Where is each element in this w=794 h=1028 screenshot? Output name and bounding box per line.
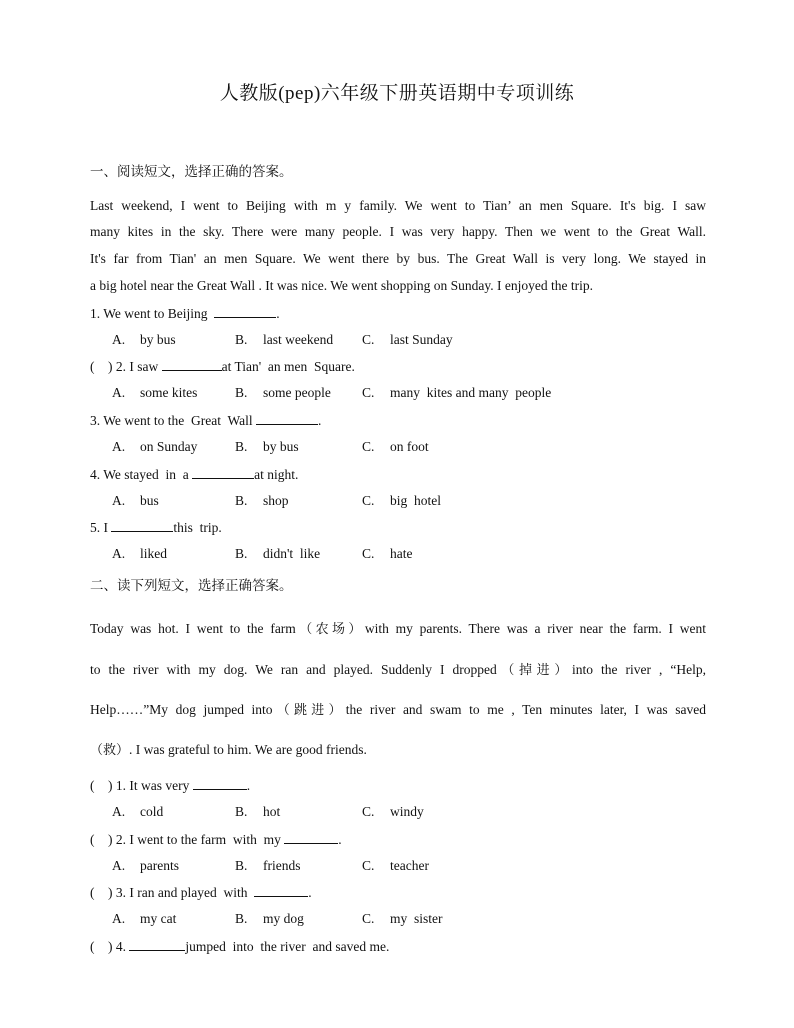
option-text: hot — [263, 804, 281, 819]
option-text: hate — [390, 546, 413, 561]
option-text: big hotel — [390, 493, 441, 508]
question — [90, 358, 355, 375]
question — [90, 412, 321, 429]
question — [90, 777, 250, 794]
answer-blank[interactable] — [129, 938, 185, 951]
option-text: windy — [390, 804, 424, 819]
question-text: . — [308, 885, 312, 900]
answer-blank[interactable] — [254, 884, 308, 897]
question — [90, 938, 389, 955]
passage2-line: Today was hot. I went to the farm（农场）with my parents. There was a river near the farm. I went — [90, 621, 706, 637]
option-letter: C. — [362, 332, 375, 347]
question-text: ( ) 3. I ran and played with — [90, 885, 255, 900]
question-text: 5. I — [90, 520, 112, 535]
option-letter: C. — [362, 546, 375, 561]
option-text: by bus — [140, 332, 176, 347]
passage2-line: （救）. I was grateful to him. We are good friends. — [90, 742, 367, 758]
option-text: shop — [263, 493, 289, 508]
question-text: . — [246, 778, 251, 793]
chinese-gloss: （农场） — [295, 622, 365, 637]
option-letter: A. — [112, 546, 126, 561]
option-letter: A. — [112, 385, 126, 400]
question-text: ( ) 1. It was very — [90, 778, 193, 793]
answer-blank[interactable] — [111, 519, 173, 532]
page-title: 人教版(pep)六年级下册英语期中专项训练 — [219, 83, 575, 104]
option-letter: B. — [235, 385, 248, 400]
question-text: at Tian' an men Square. — [221, 359, 355, 374]
question-text: this trip. — [173, 520, 222, 535]
passage1-line: many kites in the sky. There were many people. I was very happy. Then we went to the Great Wall. — [90, 224, 706, 239]
answer-blank[interactable] — [192, 466, 254, 479]
answer-blank[interactable] — [162, 358, 222, 371]
question-text: ( ) 2. I saw — [90, 359, 162, 374]
option-letter: B. — [235, 546, 248, 561]
option-text: last weekend — [263, 332, 334, 347]
answer-blank[interactable] — [256, 412, 318, 425]
option-text: teacher — [390, 858, 429, 873]
passage1-line: Last weekend, I went to Beijing with m y family. We went to Tian’ an men Square. It's big. I saw — [90, 198, 706, 213]
question-text: 3. We went to the Great Wall — [90, 413, 257, 428]
chinese-gloss: （掉进） — [496, 663, 572, 678]
section2-heading: 二、读下列短文，选择正确答案。 — [90, 578, 293, 594]
option-letter: B. — [235, 804, 248, 819]
question — [90, 305, 280, 322]
option-text: my sister — [390, 911, 443, 926]
option-letter: C. — [362, 385, 375, 400]
option-letter: B. — [235, 439, 248, 454]
option-text: on Sunday — [140, 439, 198, 454]
option-letter: A. — [112, 439, 126, 454]
option-letter: A. — [112, 332, 126, 347]
option-letter: B. — [235, 911, 248, 926]
passage1-line: a big hotel near the Great Wall . It was nice. We went shopping on Sunday. I enjoyed the trip. — [90, 278, 593, 293]
option-letter: C. — [362, 911, 375, 926]
question-text: jumped into the river and saved me. — [185, 939, 390, 954]
option-text: some kites — [140, 385, 198, 400]
question-text: at night. — [254, 467, 299, 482]
option-text: my dog — [263, 911, 304, 926]
passage2-line: Help……”My dog jumped into（跳进）the river and swam to me , Ten minutes later, I was saved — [90, 702, 706, 718]
option-letter: C. — [362, 804, 375, 819]
question — [90, 466, 298, 483]
chinese-gloss: （救） — [90, 743, 130, 758]
option-letter: B. — [235, 332, 248, 347]
question-text: . — [318, 413, 322, 428]
option-text: parents — [140, 858, 179, 873]
question-text: . — [276, 306, 280, 321]
option-text: my cat — [140, 911, 177, 926]
question — [90, 884, 312, 901]
question-text: 1. We went to Beijing — [90, 306, 215, 321]
option-letter: C. — [362, 493, 375, 508]
answer-blank[interactable] — [284, 831, 338, 844]
passage2-line: to the river with my dog. We ran and played. Suddenly I dropped（掉进）into the river , “Help, — [90, 662, 706, 678]
option-text: bus — [140, 493, 159, 508]
question-text: 4. We stayed in a — [90, 467, 193, 482]
question-text: ( ) 4. — [90, 939, 130, 954]
question-text: ( ) 2. I went to the farm with my — [90, 832, 285, 847]
option-letter: A. — [112, 858, 126, 873]
option-text: didn't like — [263, 546, 321, 561]
option-text: liked — [140, 546, 167, 561]
question — [90, 831, 342, 848]
chinese-gloss: （跳进） — [272, 703, 346, 718]
option-letter: C. — [362, 439, 375, 454]
section1-heading: 一、阅读短文，选择正确的答案。 — [90, 164, 293, 180]
option-text: on foot — [390, 439, 429, 454]
question-text: . — [338, 832, 342, 847]
option-letter: A. — [112, 911, 126, 926]
option-letter: A. — [112, 804, 126, 819]
option-letter: B. — [235, 493, 248, 508]
option-text: cold — [140, 804, 164, 819]
option-text: by bus — [263, 439, 299, 454]
option-text: last Sunday — [390, 332, 453, 347]
passage1-line: It's far from Tian' an men Square. We went there by bus. The Great Wall is very long. We stayed in — [90, 251, 706, 266]
question — [90, 519, 222, 536]
option-letter: B. — [235, 858, 248, 873]
option-text: some people — [263, 385, 331, 400]
option-text: friends — [263, 858, 301, 873]
option-text: many kites and many people — [390, 385, 552, 400]
option-letter: A. — [112, 493, 126, 508]
answer-blank[interactable] — [214, 305, 276, 318]
answer-blank[interactable] — [193, 777, 247, 790]
option-letter: C. — [362, 858, 375, 873]
